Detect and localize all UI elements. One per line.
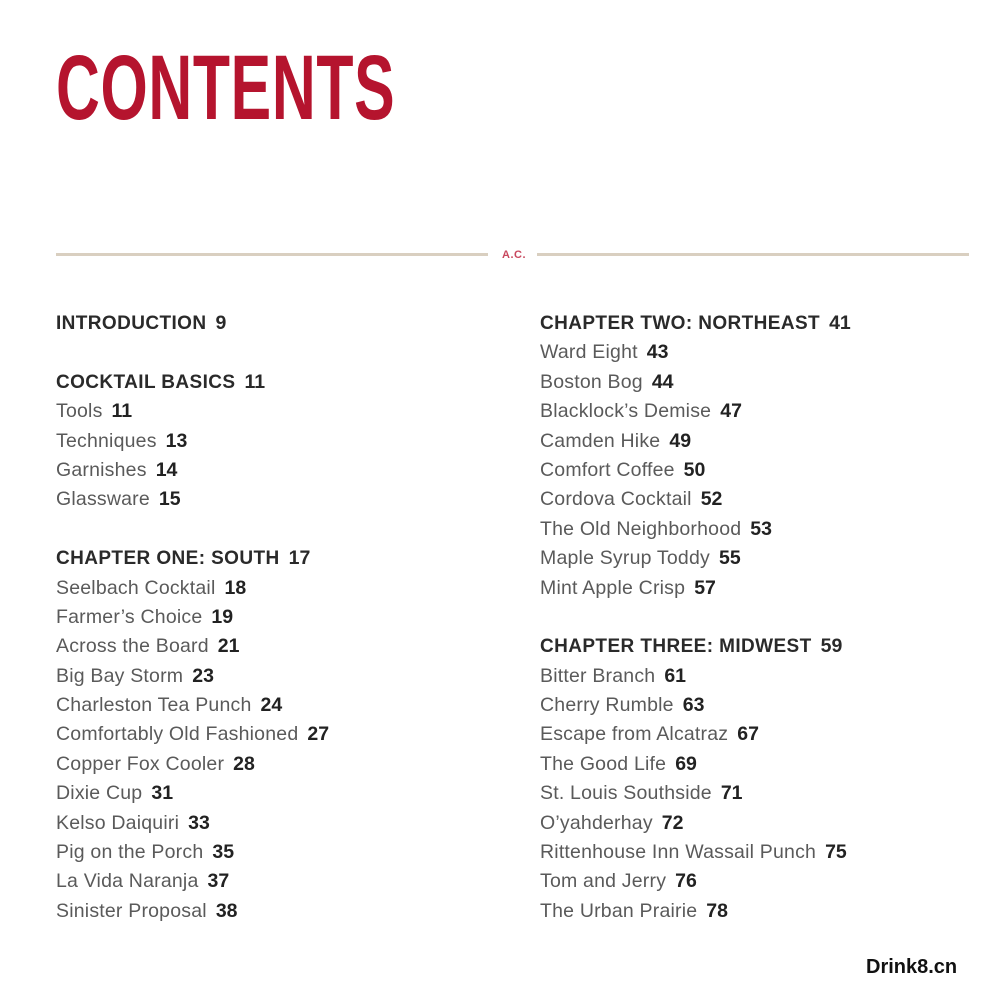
toc-page-number: 69 — [675, 752, 697, 775]
toc-entry-title: Farmer’s Choice — [56, 605, 203, 628]
toc-page-number: 41 — [829, 312, 851, 334]
toc-entry — [56, 662, 329, 691]
toc-entry-title: Kelso Daiquiri — [56, 811, 180, 834]
toc-page-number: 38 — [215, 899, 238, 922]
toc-page-number: 71 — [720, 782, 743, 805]
toc-entry-title: Sinister Proposal — [56, 899, 207, 922]
toc-entry-title: COCKTAIL BASICS — [56, 371, 236, 393]
toc-entry-title: Seelbach Cocktail — [56, 576, 216, 599]
toc-entry-title: Cherry Rumble — [540, 694, 674, 717]
toc-entry-title: Garnishes — [56, 458, 147, 481]
toc-page-number: 31 — [151, 782, 174, 805]
toc-page-number: 75 — [825, 841, 847, 864]
toc-entry-title: O’yahderhay — [540, 811, 653, 834]
toc-entry-title: La Vida Naranja — [56, 870, 199, 893]
toc-page-number: 76 — [675, 870, 697, 893]
toc-entry-title: Ward Eight — [540, 341, 638, 364]
toc-page-number: 44 — [651, 370, 674, 393]
toc-entry-title: Rittenhouse Inn Wassail Punch — [540, 841, 817, 864]
toc-entry-title: Copper Fox Cooler — [56, 752, 225, 775]
toc-entry-title: Tom and Jerry — [540, 870, 667, 893]
toc-entry — [540, 867, 851, 896]
toc-entry — [56, 397, 329, 426]
toc-entry-title: Tools — [56, 400, 103, 423]
toc-page-number: 35 — [212, 841, 235, 864]
toc-spacer — [540, 603, 851, 632]
toc-entry — [56, 838, 329, 867]
toc-entry-title: Pig on the Porch — [56, 841, 204, 864]
toc-page-number: 72 — [661, 811, 684, 834]
toc-entry — [540, 809, 851, 838]
toc-entry — [56, 603, 329, 632]
toc-page-number: 63 — [682, 694, 705, 717]
toc-page-number: 14 — [155, 458, 178, 481]
toc-entry-title: Glassware — [56, 488, 150, 511]
page-title: CONTENTS — [56, 37, 396, 139]
toc-page-number: 11 — [244, 370, 266, 393]
toc-entry-title: The Urban Prairie — [540, 899, 698, 922]
toc-entry-title: Charleston Tea Punch — [56, 694, 252, 717]
toc-entry-title: Cordova Cocktail — [540, 488, 692, 511]
toc-entry-title: CHAPTER ONE: SOUTH — [56, 548, 280, 570]
toc-section-heading — [56, 309, 329, 338]
toc-page-number: 28 — [233, 752, 255, 775]
toc-page-number: 11 — [111, 400, 133, 423]
toc-entry-title: Blacklock’s Demise — [540, 400, 712, 423]
toc-page-number: 55 — [718, 547, 741, 570]
toc-entry-title: Techniques — [56, 429, 157, 452]
toc-entry — [540, 750, 851, 779]
toc-entry-title: Bitter Branch — [540, 664, 656, 687]
toc-entry — [56, 691, 329, 720]
toc-section-heading — [56, 368, 329, 397]
toc-page-number: 78 — [706, 899, 728, 922]
toc-entry — [540, 368, 851, 397]
toc-entry-title: Across the Board — [56, 635, 209, 658]
toc-entry-title: Mint Apple Crisp — [540, 576, 686, 599]
toc-entry — [540, 544, 851, 573]
toc-page-number: 47 — [720, 400, 742, 423]
toc-page-number: 67 — [737, 723, 759, 746]
toc-page-number: 59 — [820, 635, 843, 658]
toc-page-number: 49 — [669, 429, 692, 452]
toc-column-left — [56, 309, 329, 926]
divider-rule-left — [56, 253, 488, 256]
toc-entry — [56, 809, 329, 838]
toc-entry-title: CHAPTER THREE: MIDWEST — [540, 636, 812, 658]
toc-entry — [540, 427, 851, 456]
toc-entry-title: Camden Hike — [540, 429, 661, 452]
toc-entry — [56, 485, 329, 514]
toc-entry — [56, 779, 329, 808]
toc-page-number: 57 — [694, 576, 716, 599]
toc-entry — [56, 867, 329, 896]
toc-entry — [540, 397, 851, 426]
toc-page-number: 13 — [165, 429, 188, 452]
toc-page-number: 53 — [750, 517, 772, 540]
toc-entry — [56, 574, 329, 603]
toc-entry — [540, 485, 851, 514]
toc-entry-title: INTRODUCTION — [56, 313, 207, 334]
toc-page-number: 61 — [664, 664, 687, 687]
toc-entry-title: The Old Neighborhood — [540, 517, 742, 540]
toc-section-heading — [540, 632, 851, 661]
toc-entry — [56, 427, 329, 456]
toc-entry — [540, 456, 851, 485]
toc-page-number: 50 — [683, 458, 706, 481]
toc-entry — [540, 720, 851, 749]
divider-mark: A.C. — [502, 249, 526, 261]
toc-entry — [540, 838, 851, 867]
toc-entry — [56, 897, 329, 926]
toc-page-number: 23 — [192, 664, 214, 687]
watermark: Drink8.cn — [866, 956, 958, 978]
toc-entry — [540, 691, 851, 720]
toc-page-number: 37 — [207, 870, 230, 893]
toc-entry-title: Big Bay Storm — [56, 664, 184, 687]
toc-entry — [540, 897, 851, 926]
toc-page-number: 33 — [188, 811, 210, 834]
toc-page-number: 19 — [211, 605, 234, 628]
toc-entry-title: St. Louis Southside — [540, 782, 712, 805]
toc-entry-title: Boston Bog — [540, 370, 643, 393]
toc-page-number: 21 — [217, 635, 240, 658]
toc-entry — [540, 662, 851, 691]
toc-entry-title: Maple Syrup Toddy — [540, 547, 710, 570]
toc-page-number: 52 — [700, 488, 723, 511]
toc-entry-title: Escape from Alcatraz — [540, 723, 729, 746]
toc-column-right — [540, 309, 851, 926]
toc-entry-title: Dixie Cup — [56, 782, 143, 805]
toc-entry — [540, 338, 851, 367]
toc-entry-title: Comfortably Old Fashioned — [56, 723, 299, 746]
toc-entry — [540, 779, 851, 808]
toc-entry — [540, 515, 851, 544]
toc-entry — [56, 632, 329, 661]
toc-entry — [56, 456, 329, 485]
toc-spacer — [56, 515, 329, 544]
toc-page-number: 18 — [224, 576, 247, 599]
toc-section-heading — [540, 309, 851, 338]
toc-entry-title: CHAPTER TWO: NORTHEAST — [540, 313, 821, 334]
toc-section-heading — [56, 544, 329, 573]
toc-entry — [540, 574, 851, 603]
toc-entry-title: The Good Life — [540, 752, 667, 775]
toc-page-number: 15 — [158, 488, 181, 511]
toc-page-number: 27 — [307, 723, 330, 746]
toc-page-number: 9 — [215, 312, 227, 334]
toc-page-number: 43 — [646, 341, 669, 364]
toc-entry — [56, 750, 329, 779]
toc-spacer — [56, 338, 329, 367]
toc-entry — [56, 720, 329, 749]
divider-rule-right — [537, 253, 969, 256]
toc-page-number: 17 — [288, 547, 311, 570]
toc-entry-title: Comfort Coffee — [540, 458, 675, 481]
toc-page-number: 24 — [260, 694, 283, 717]
